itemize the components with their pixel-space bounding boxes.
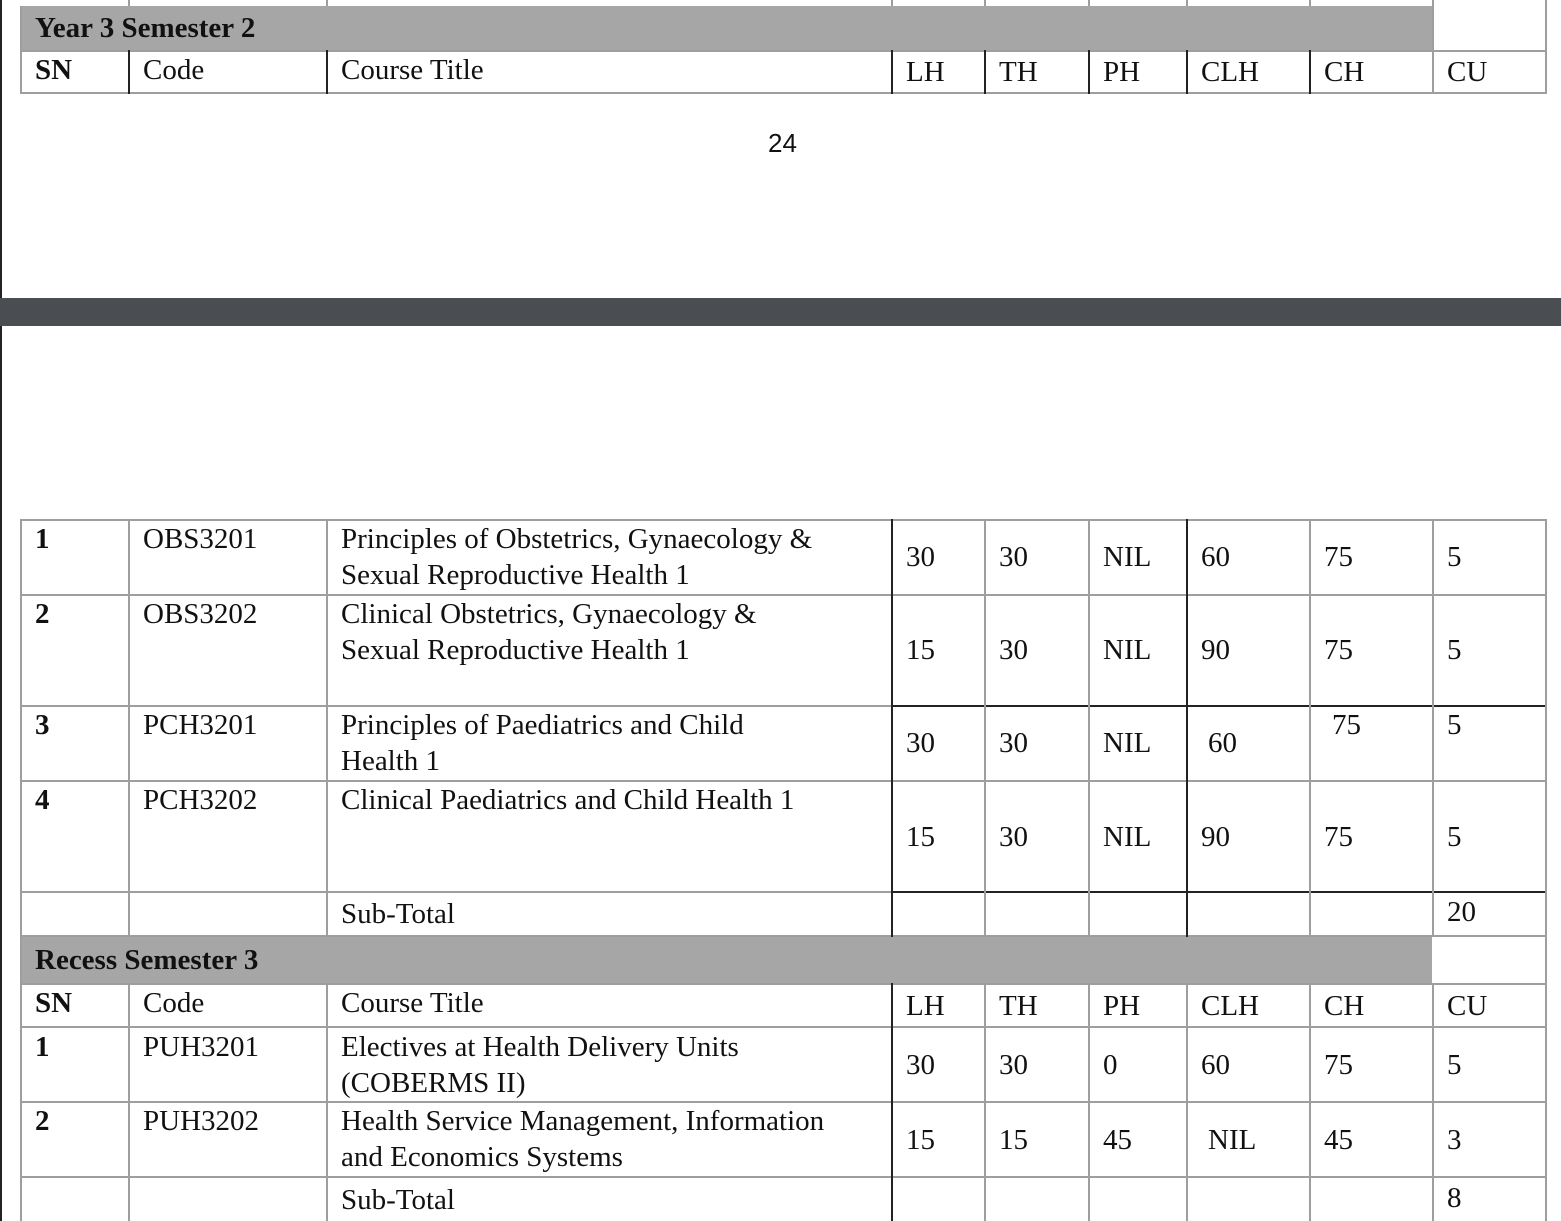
row-ch: 75 — [1324, 821, 1353, 853]
header-ch: CH — [1324, 56, 1365, 88]
subtotal-cu: 20 — [1447, 896, 1476, 928]
header-cu: CU — [1447, 56, 1488, 88]
header-code: Code — [143, 54, 205, 86]
table-border — [1545, 519, 1547, 1221]
row-cu: 5 — [1447, 821, 1462, 853]
table-border — [326, 50, 328, 94]
row-ph: NIL — [1103, 727, 1152, 759]
row-ph: NIL — [1103, 821, 1152, 853]
table-border — [20, 983, 1547, 985]
table-border — [128, 519, 130, 937]
table-border — [891, 983, 893, 1221]
header-cu: CU — [1447, 990, 1488, 1022]
table-border — [1309, 519, 1311, 937]
table-border — [1088, 519, 1090, 937]
row-th: 15 — [999, 1124, 1028, 1156]
table-border — [1186, 0, 1188, 6]
table-border — [1309, 0, 1311, 6]
table-border — [20, 519, 22, 1221]
table-border — [984, 50, 986, 94]
row-code: PCH3201 — [143, 709, 258, 741]
table-border — [1432, 0, 1434, 50]
header-sn: SN — [35, 54, 73, 86]
subtotal-label: Sub-Total — [341, 1184, 455, 1216]
row-sn: 2 — [35, 1105, 50, 1137]
row-title: and Economics Systems — [341, 1141, 623, 1173]
table-border — [20, 92, 1547, 94]
table-border — [984, 519, 986, 937]
table-border — [1309, 50, 1311, 94]
row-lh: 30 — [906, 727, 935, 759]
table-border — [20, 891, 892, 893]
header-ch: CH — [1324, 990, 1365, 1022]
header-lh: LH — [906, 990, 945, 1022]
header-ph: PH — [1103, 990, 1141, 1022]
row-ch: 75 — [1324, 541, 1353, 573]
page-number: 24 — [768, 128, 797, 158]
row-title: Principles of Obstetrics, Gynaecology & — [341, 523, 813, 555]
row-cu: 5 — [1447, 1049, 1462, 1081]
row-title: Principles of Paediatrics and Child — [341, 709, 744, 741]
row-th: 30 — [999, 634, 1028, 666]
header-clh: CLH — [1201, 990, 1259, 1022]
table-border — [128, 50, 130, 94]
row-clh: 60 — [1201, 1049, 1230, 1081]
row-cu: 5 — [1447, 634, 1462, 666]
row-ph: NIL — [1103, 634, 1152, 666]
table-border — [1545, 0, 1547, 94]
row-title: Clinical Paediatrics and Child Health 1 — [341, 784, 795, 816]
row-lh: 30 — [906, 1049, 935, 1081]
table-border — [20, 6, 22, 94]
row-th: 30 — [999, 1049, 1028, 1081]
table-border — [1186, 519, 1188, 937]
row-code: PUH3201 — [143, 1031, 260, 1063]
table-border — [1088, 50, 1090, 94]
table-border — [1088, 983, 1090, 1221]
subtotal-label: Sub-Total — [341, 898, 455, 930]
document-page-lower — [0, 326, 1561, 1221]
row-lh: 30 — [906, 541, 935, 573]
row-cu: 5 — [1447, 709, 1462, 741]
row-ch: 75 — [1332, 709, 1361, 741]
semester-title: Year 3 Semester 2 — [35, 12, 256, 44]
row-code: OBS3202 — [143, 598, 258, 630]
table-border — [891, 519, 893, 937]
table-border — [1432, 519, 1434, 937]
subtotal-cu: 8 — [1447, 1182, 1462, 1214]
row-clh: 60 — [1208, 727, 1237, 759]
row-cu: 3 — [1447, 1124, 1462, 1156]
row-sn: 1 — [35, 523, 50, 555]
header-sn: SN — [35, 987, 73, 1019]
row-sn: 4 — [35, 784, 50, 816]
header-lh: LH — [906, 56, 945, 88]
document-page-upper — [0, 0, 1561, 298]
table-border — [128, 983, 130, 1221]
row-th: 30 — [999, 541, 1028, 573]
row-code: OBS3201 — [143, 523, 258, 555]
table-border — [20, 50, 1547, 52]
table-border — [984, 983, 986, 1221]
table-border — [891, 50, 893, 94]
row-lh: 15 — [906, 821, 935, 853]
row-title: Health 1 — [341, 745, 441, 777]
row-code: PCH3202 — [143, 784, 258, 816]
table-border — [1432, 983, 1434, 1221]
row-lh: 15 — [906, 634, 935, 666]
table-border — [1088, 0, 1090, 6]
table-border — [20, 1026, 1547, 1028]
row-ph: 0 — [1103, 1049, 1118, 1081]
header-course-title: Course Title — [341, 987, 484, 1019]
row-ch: 75 — [1324, 634, 1353, 666]
row-ph: NIL — [1103, 541, 1152, 573]
table-border — [326, 983, 328, 1221]
header-ph: PH — [1103, 56, 1141, 88]
row-clh: NIL — [1208, 1124, 1257, 1156]
table-border — [891, 891, 1547, 893]
table-border — [326, 519, 328, 937]
row-ch: 45 — [1324, 1124, 1353, 1156]
row-title: (COBERMS II) — [341, 1067, 526, 1099]
page-separator — [0, 298, 1561, 326]
row-title: Sexual Reproductive Health 1 — [341, 559, 690, 591]
row-cu: 5 — [1447, 541, 1462, 573]
semester-title: Recess Semester 3 — [35, 944, 259, 976]
row-sn: 1 — [35, 1031, 50, 1063]
table-border — [1432, 50, 1434, 94]
header-th: TH — [999, 56, 1038, 88]
row-title: Clinical Obstetrics, Gynaecology & — [341, 598, 757, 630]
table-border — [984, 0, 986, 6]
row-title: Electives at Health Delivery Units — [341, 1031, 739, 1063]
header-course-title: Course Title — [341, 54, 484, 86]
row-lh: 15 — [906, 1124, 935, 1156]
table-border — [1309, 983, 1311, 1221]
row-clh: 90 — [1201, 821, 1230, 853]
row-th: 30 — [999, 821, 1028, 853]
header-code: Code — [143, 987, 205, 1019]
row-title: Sexual Reproductive Health 1 — [341, 634, 690, 666]
header-th: TH — [999, 990, 1038, 1022]
row-th: 30 — [999, 727, 1028, 759]
table-border — [1186, 50, 1188, 94]
table-border — [128, 0, 130, 6]
row-code: PUH3202 — [143, 1105, 260, 1137]
table-border — [20, 1176, 1547, 1178]
row-sn: 3 — [35, 709, 50, 741]
table-border — [326, 0, 328, 6]
row-sn: 2 — [35, 598, 50, 630]
row-title: Health Service Management, Information — [341, 1105, 825, 1137]
row-ph: 45 — [1103, 1124, 1132, 1156]
row-ch: 75 — [1324, 1049, 1353, 1081]
row-clh: 90 — [1201, 634, 1230, 666]
table-border — [1186, 983, 1188, 1221]
row-clh: 60 — [1201, 541, 1230, 573]
header-clh: CLH — [1201, 56, 1259, 88]
table-border — [891, 0, 893, 6]
